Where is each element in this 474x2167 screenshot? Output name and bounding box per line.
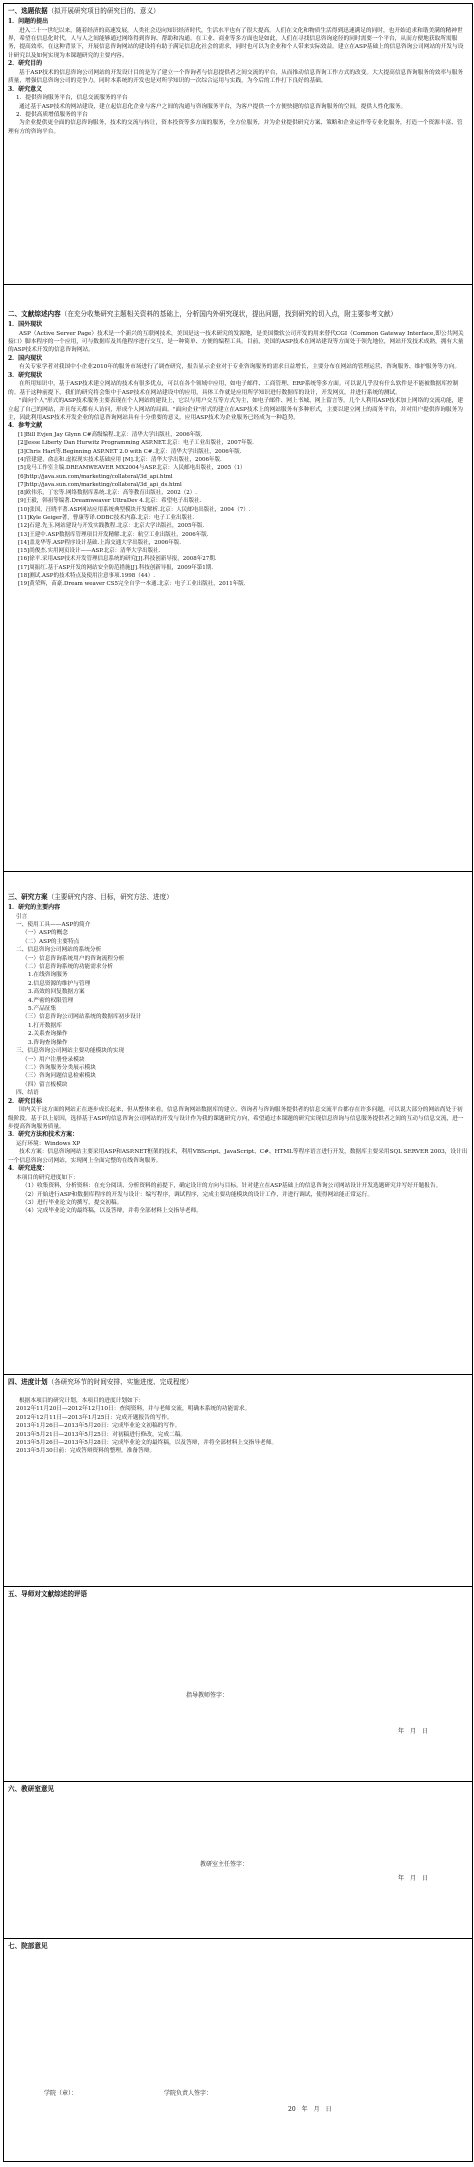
paragraph: 根据本项目的研究计划，本项目的进度计划如下： [19,1398,145,1404]
outline-item: 4.严密的权限管理 [28,997,74,1004]
section-title-text: 二、文献综述内容 [8,310,61,318]
reference-item: [1]Bill Evjen Jay Glynn C#高级编程.北京：清华大学出版社，2006年版. [18,432,203,439]
paragraph: 技术方案：信息咨询网站主要采用ASP和ASP.NET框架的技术，利用VBScript、JavaScript、C#、HTML等程序语言进行开发，数据库主要采用SQL SERVER 2003，设计出一个信息咨询公司网站，实现网上全面完整的在线咨询服务。 [8,1149,468,1164]
list-item: 本项目的研究进度如下： [16,1174,79,1181]
outline-item: 引言 [16,913,28,920]
heading: 2．国内现状 [8,354,43,362]
heading: 2．研究目的 [8,60,43,68]
outline-item: 5.产品征集 [28,1006,57,1013]
list-item: 2．提供高质增值服务的平台 [16,112,88,119]
paragraph: 有关专家学者对我国中小企业2010年的服务市场进行了调查研究，报告显示企业对于专业咨询服务的需求日益增长，主要分布在网站的管理运营、咨询服务、维护服务等方向。 [19,364,461,371]
progress-step: （1）收集资料，分析资料：在充分阅读、分析资料的前提下，确定设计的方向与目标。针对建立在ASP基础上的信息咨询公司网站设计开发选题研究并写好开题报告。 [22,1183,442,1190]
heading: 4．研究进度： [8,1165,49,1173]
section-office-opinion [4,1782,472,1939]
heading: 2．研究目标 [8,1097,43,1105]
reference-item: [12]石建.先玉.网站建设与开发实践教程.北京：北京大学出版社，2005年版. [18,523,205,530]
progress-step: （4）完成毕业论文的最终稿，以及答辩，并将全部材料上交指导老师。 [22,1208,202,1215]
section-note: （各研究环节的时间安排、实施进度、完成程度） [47,1378,193,1386]
outline-item: 三、信息咨询公司网站主要功能模块的实现 [16,1048,125,1055]
schedule-row: 2012年12月11日—2013年1月25日：完成开题报告的写作。 [16,1414,173,1421]
section-literature-review [4,285,472,872]
reference-item: [17]周振红.基于ASP开发的网站安全防范措施[J].科技创新导报，2009年第1期. [18,564,213,571]
section-title [8,309,468,319]
heading: 3．研究方法和技术方案： [8,1131,79,1139]
progress-step: （3）进行毕业论文的撰写，提交初稿。 [22,1199,123,1206]
outline-item: 二、信息咨询公司网站的系统分析 [16,947,102,954]
schedule-row: 2013年1月26日—2013年5月20日：完成毕业论文初稿的写作。 [16,1423,181,1430]
outline-item: （二）咨询服务分类展示模块 [22,1064,96,1071]
heading: 3．研究现状 [8,371,43,379]
schedule-row: 2012年11月20日—2012年12月10日：查阅资料，并与老师交流，明确本系统的功能需求。 [16,1406,251,1413]
section-research-plan [4,872,472,1375]
section-note: （主要研究内容、目标，研究方法、进度） [47,893,173,901]
reference-item: [2]Jesse Liberty Dan Hurwitz Programming ASP.NET.北京：电子工业出版社，2007年版. [18,440,254,447]
reference-item: [3]Chris Hart等.Beginning ASP.NET 2.0 with C#.北京：清华大学出版社，2006年版. [18,448,242,455]
reference-item: [15]尚俊杰.实用网页设计——ASP.北京：清华大学出版社. [18,548,161,555]
schedule-row: 2013年5月26日—2013年5月28日：完成毕业论文的最终稿，以及答辩，并将全部材料上交指导老师。 [16,1440,278,1447]
reference-item: [13]王建中.ASP数据库管理项目开发精解.北京：航空工业出版社，2006年版. [18,531,209,538]
advisor-date: 年 月 日 [398,1728,429,1735]
section-note: （拟开展研究项目的研究目的、意义） [47,7,160,15]
reference-item: [5]龙马工作室主编.DREAMWEAVER MX2004与ASP.北京：人民邮电出版社，2005（1） [18,465,246,472]
section-title: 五、导师对文献综述的评语 [8,1590,88,1598]
college-stamp-label: 学院（章）： [44,2090,78,2097]
outline-item: 四、结语 [16,1090,39,1097]
section-title-text: 一、选题依据 [8,7,48,15]
reference-item: [11]Kyle Geiger著，曹康等译.ODBC技术内幕.北京：电子工业出版社. [18,515,195,521]
outline-item: 1.在线咨询服务 [28,972,68,979]
reference-item: [4]管建建，俞志和.虚拟现实技术基础应用 [M].北京：清华大学出版社，2006年版. [18,456,222,463]
reference-item: [9]王毅，韩祖等编著.Dreamweaver UltraDev 4.北京：希望电子出版社. [18,498,202,505]
section-title: 七、院部意见 [8,1942,48,1950]
reference-item: [14]盖龙华等.ASP程序设计基础.上海交通大学出版社，2006年版. [18,539,181,546]
outline-item: （三）信息咨询公司网站系统的数据库初步设计 [22,1014,142,1021]
section-title [8,1377,468,1387]
outline-item: （一）信息咨询系统用户的咨询流程分析 [22,955,125,962]
section-title-text: 三、研究方案 [8,893,48,901]
schedule-row: 2013年5月21日—2013年5月25日：对初稿进行修改，完成二稿。 [16,1431,187,1438]
reference-item: [7]http://java.sun.com/marketing/collateral/3d_api_ds.html [18,481,182,488]
outline-item: （一）ASP的概念 [22,930,68,937]
reference-item: [6]http://java.sun.com/marketing/collateral/3d_api.html [18,473,173,480]
section-college-opinion [4,1939,472,2161]
list-item: 运行环境：Windows XP [16,1140,81,1147]
section-title [8,6,468,16]
proposal-form [3,3,473,2162]
college-head-signature-label: 学院负责人签字： [164,2090,213,2097]
heading: 1．研究的主要内容 [8,904,61,911]
outline-item: （一）用户注册登录模块 [22,1056,85,1063]
office-date: 年 月 日 [398,1875,429,1882]
schedule-row: 2013年5月30日前：完成答辩资料的整理，准备答辩。 [16,1448,156,1455]
heading: 3．研究意义 [8,85,43,93]
list-item: 1．提供咨询服务平台，信息交流服务的平台 [16,95,128,102]
heading: 4．参考文献 [8,422,43,430]
paragraph: 为企业提供更全面的信息咨询服务，技术的交流与转让，资本投资等多方面的服务，全方位服务，并为企业提供研究方案、策略和企业运作等专业化服务，打造一个资源丰富、管理有方的咨询平台。 [8,120,463,135]
paragraph: ASP（Active Server Page）技术是一个新兴的互联网技术，美国是这一技术研究的发源地，是美国微软公司开发的用来替代CGI（Common Gateway Interface,即公共网关接口）脚本程序的一个应用，可与数据库及其他程序进行交互，是一种简单、方便的编程工具。目前，美国的ASP技术在网站建设等方面处于领先地位，网站开发技术成熟，拥有大量的ASP技术开发的信息咨询网站。 [8,330,464,354]
outline-item: （二）ASP的主要特点 [22,938,80,945]
section-advisor-comment [4,1587,472,1782]
reference-item: [16]徐平.采用ASP技术开发管理信息系统的研究[J].科技创新导报，2008年27期. [18,556,217,563]
college-date: 20 年 月 日 [288,2106,332,2113]
outline-item: 1.打开数据库 [28,1022,62,1029]
outline-item: （四）留言板模块 [22,1081,68,1088]
section-schedule [4,1375,472,1587]
reference-item: [10]张国，汪晓平著.ASP网站应用系统典型模块开发解析.北京：人民邮电出版社，2004（7）. [18,506,251,513]
section-title-text: 四、进度计划 [8,1378,48,1386]
reference-item: [18]测试.ASP的技术特点及使用注意事项.1998（44）. [18,573,155,580]
reference-item: [8]欧伟乐，丁宏等.网络数据库系统.北京：高等教育出版社，2002（2）. [18,490,198,497]
paragraph: "面向个人"形式的ASP技术服务主要表现在个人网站的建设上，它以与用户交互等方式为主，如电子邮件、网上书城、网上留言等。几个人利用ASP技术加上网络的交流功能，建立起了自己的网站，并且每天都有人访问，形成个人网站的局面。"面向企业"形式的建立在ASP技术上的网站服务有多种形式，主要以建立网上的商务平台，并对用户提供咨询服务为主，因此利用ASP技术开发企业的信息咨询网站具有十分重要的意义，应用ASP技术为企业服务已经成为一种趋势。 [8,398,464,422]
heading: 1．国外现状 [8,321,43,328]
outline-item: 2.信息资源的维护与管理 [28,980,91,987]
progress-step: （2）开始进行ASP和数据库程序的开发与设计：编写程序，调试程序，完成主要功能模块的设计工作，并进行调试，使得网站能正常运行。 [22,1191,374,1198]
outline-item: 一、使用工具——ASP的简介 [16,922,91,928]
outline-item: 3.高效的回复数据方案 [28,989,85,996]
section-title [8,892,468,902]
paragraph: 基于ASP技术的信息咨询公司网站的开发设计目的是为了建立一个咨询者与信息提供者之间交流的平台，从而推动信息咨询工作方式的改变。大大提高信息咨询服务的效率与服务质量，增强信息咨询公司的竞争力。同时本系统的开发也是对所学知识的一次综合运用与实践，为今后的工作打下良好的基础。 [8,69,464,85]
section-topic-basis [4,4,472,285]
paragraph: 国内关于这方面的网站正在逐步成长起来，但从整体来看，信息咨询网站数据库的建立、咨询者与咨询服务提供者的信息交流平台都存在许多问题，可以说大部分的网站尚处于初级阶段。基于以上原因，选择基于ASP的信息咨询公司网站的开发与设计作为我的课题研究方向，希望通过本课题的研究实现信息咨询与信息服务提供者之间的互动与信息交流，进一步提高咨询服务质量。 [8,1107,464,1130]
advisor-signature-label: 指导教师签字： [186,1692,229,1699]
reference-item: [19]黄荣辉，苗豪.Dream weaver CS5完全自学一本通.北京：电子工业出版社，2011年版. [18,581,246,588]
outline-item: 2.关系查询操作 [28,1031,68,1038]
section-note: （在充分收集研究主题相关资料的基础上，分析国内外研究现状，提出问题，找到研究的切入点，附主要参考文献） [60,310,398,318]
paragraph: 通过基于ASP技术的网站建设，建立起信息化企业与客户之间的沟通与咨询服务平台，为客户提供一个方便快捷的信息咨询服务的空间，提供人性化服务。 [19,103,407,110]
outline-item: （三）咨询问题信息检索模块 [22,1073,96,1080]
outline-item: 3.咨询查询操作 [28,1039,68,1046]
paragraph: 在所用知识中，基于ASP技术建立网站的技术有很多优点，可以在各个领域中应用，如电子邮件、工商管理、ERP系统等多方面。可以说几乎没有什么软件是不能被数据库控制的。基于这种前提下，我们的研究将会集中于ASP技术在网站建设中的应用，具体工作就是应用所学知识进行数据库的设计，开发网页，并进行系统的测试。 [8,381,459,396]
paragraph: 进入二十一世纪以来，随着经济的高速发展，人类社会迈向知识经济时代，生活水平也有了很大提高。人们在文化和物质生活得到迅速满足的同时，也开始追求和谐美满的精神世界，希望在信息化时代，人与人之间能够通过网络得到咨询、帮助和沟通。在工业、商业等多方面也是如此，人们在寻找信息咨询途径的同时需要一个平台，从而方便地获取所需服务，提高效率。在这种背景下，开展信息咨询网站的建设将有助于满足信息化社会的需求，同时也可以为企业和个人带来实际效益。建立在ASP基础上的信息咨询公司网站的开发与设计研究以及如何实现为本课题研究的主要内容。 [8,27,464,59]
heading: 1．问题的提出 [8,18,49,25]
section-title: 六、教研室意见 [8,1785,55,1793]
office-signature-label: 教研室主任签字： [200,1861,249,1868]
outline-item: （二）信息咨询系统的功能需求分析 [22,964,113,971]
